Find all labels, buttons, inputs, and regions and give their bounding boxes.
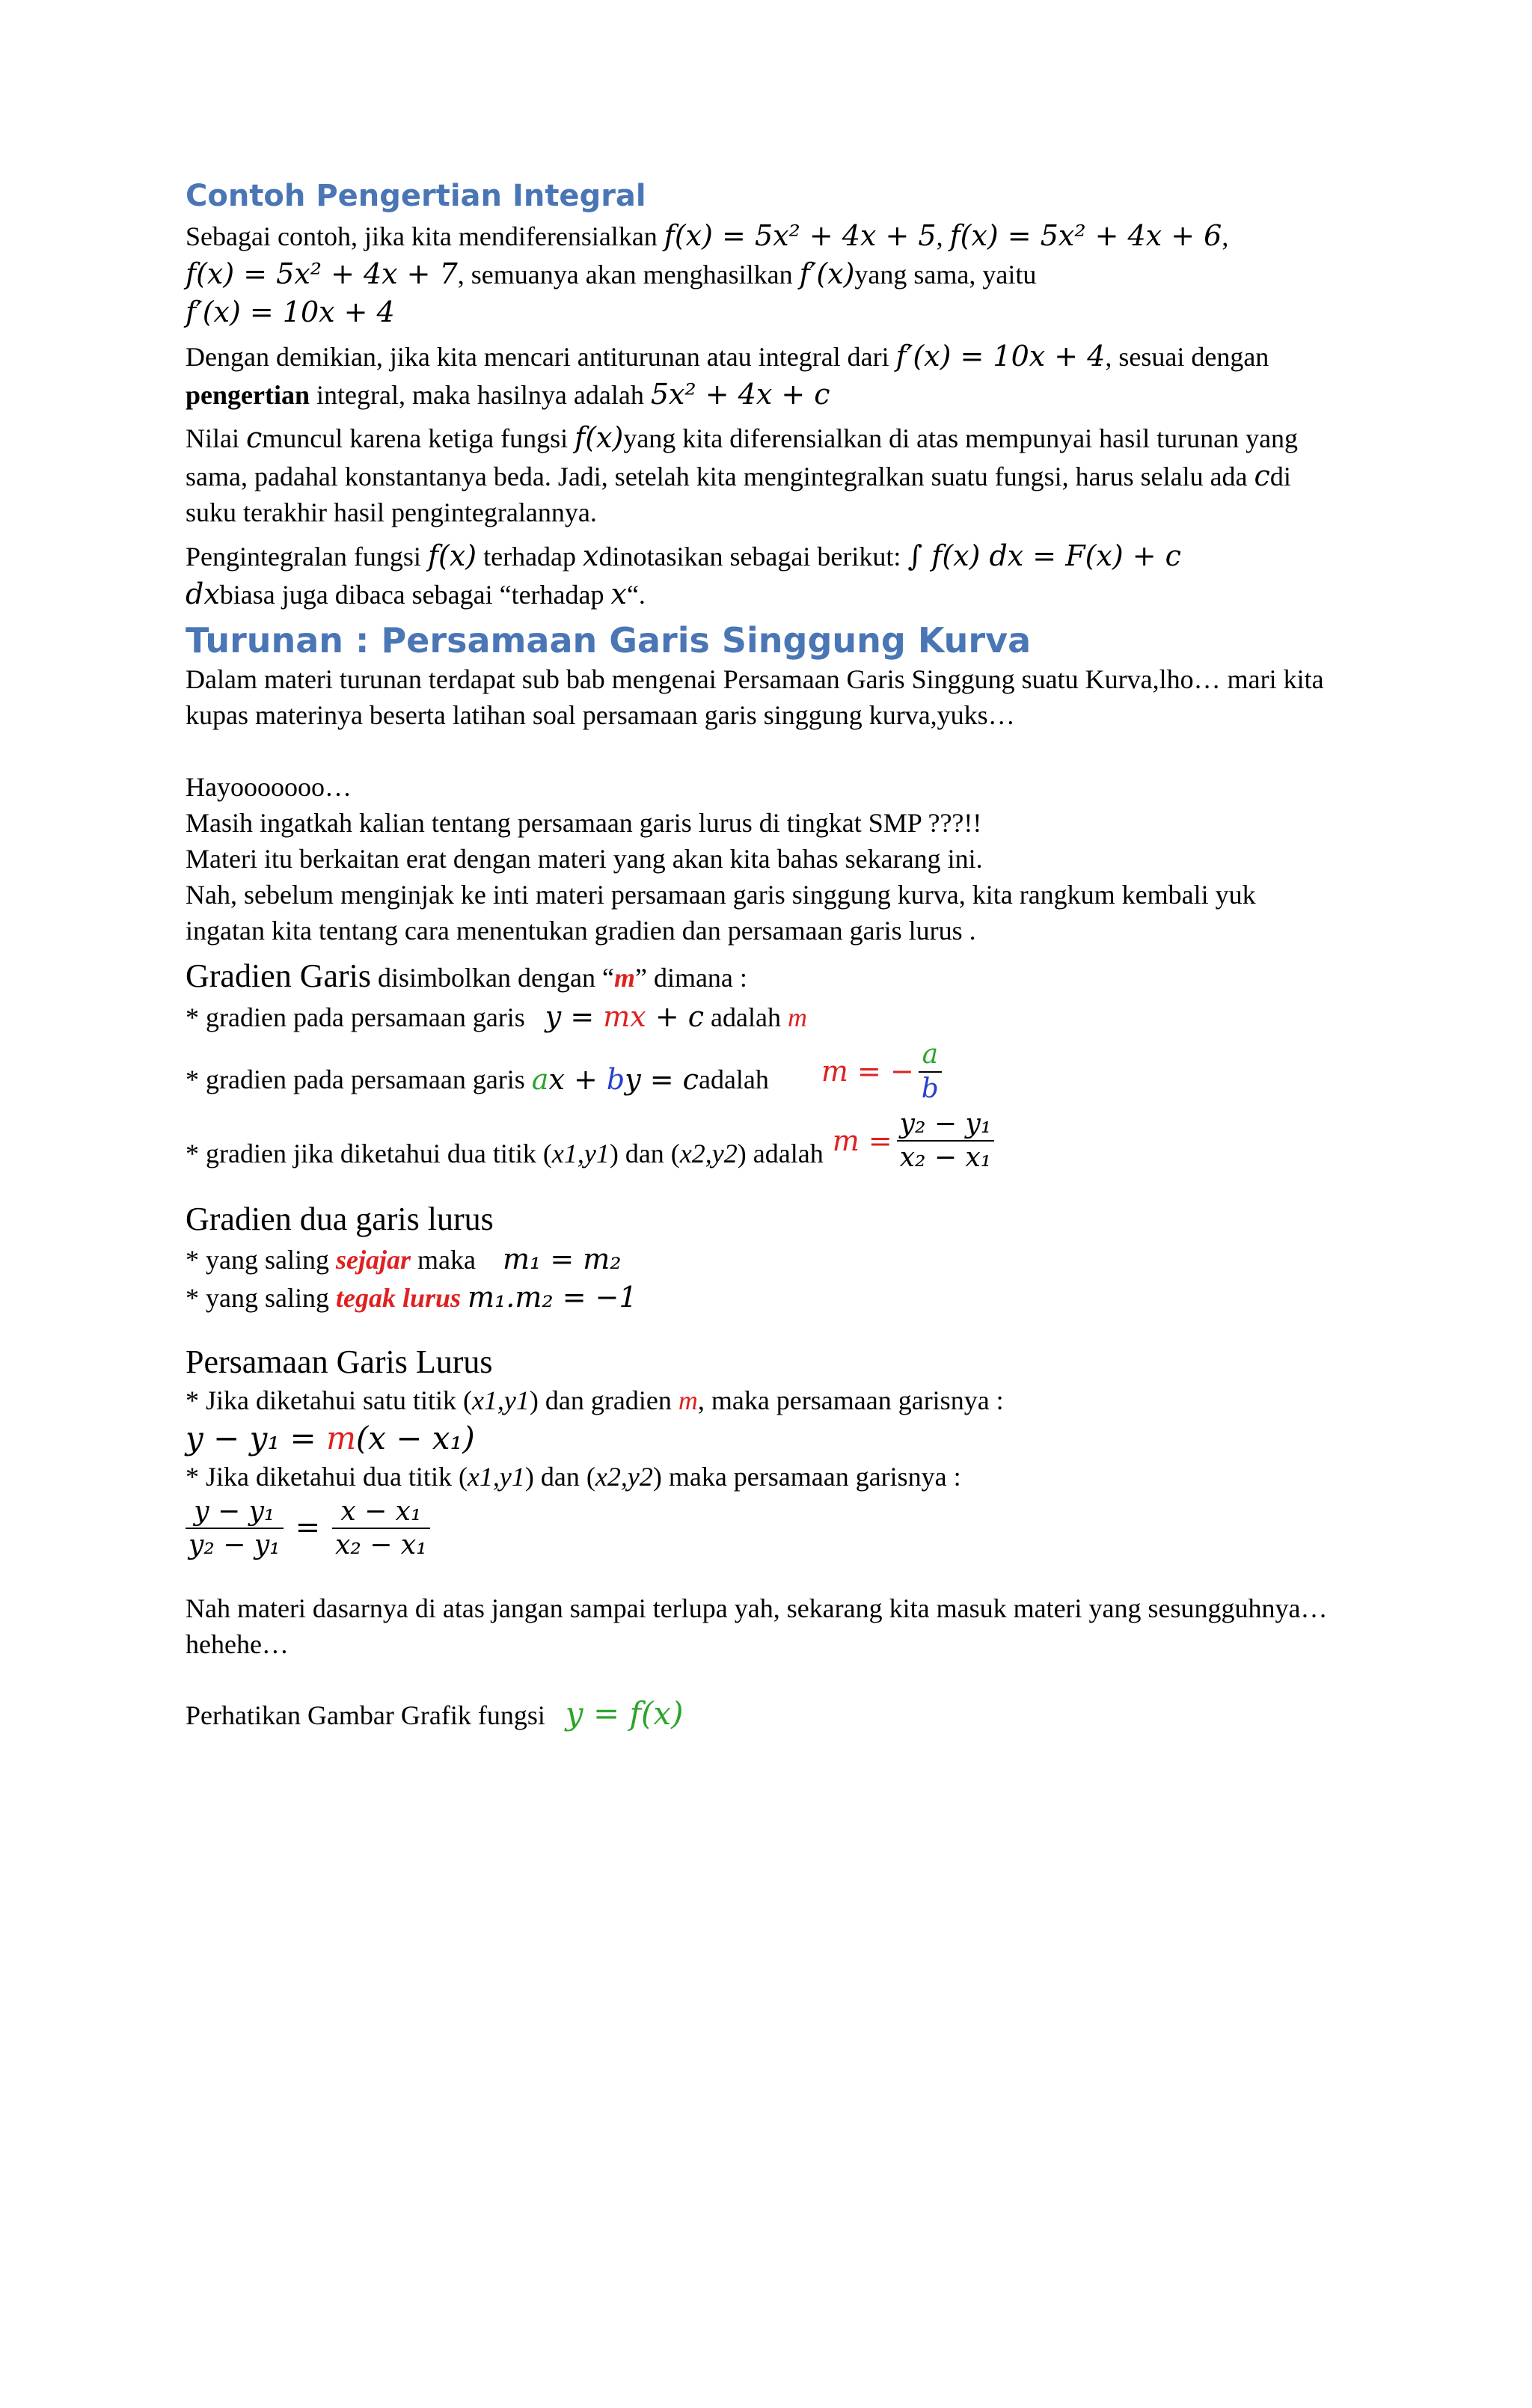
fraction-a-over-b: $\frac{a}{b}$	[919, 1038, 942, 1104]
equation-integral-notation: ∫ f(x) dx = F(x) + c	[907, 539, 1181, 572]
fraction-gradient-two-points: $\frac{\text{y₂ − y₁}}{\text{x₂ − x₁}}$	[897, 1108, 995, 1174]
line-masih-ingat: Masih ingatkah kalian tentang persamaan garis lurus di tingkat SMP ???!!	[186, 807, 982, 838]
equation-fprime-result: f′(x) = 10x + 4	[186, 295, 395, 328]
bold-pengertian: pengertian	[186, 379, 310, 410]
bullet-dua-titik: * Jika diketahui dua titik (x1,y1) dan (x2,y2) maka persamaan garisnya :	[186, 1461, 961, 1492]
bullet-gradien-1: * gradien pada persamaan garis y = mx + c adalah m	[186, 999, 807, 1033]
gradien-garis-title: Gradien Garis disimbolkan dengan “m” dimana :	[186, 958, 747, 995]
equation-point-slope: y − y₁ = m(x − x₁)	[186, 1420, 475, 1457]
equation-y-fx: y = f(x)	[565, 1694, 684, 1732]
fraction-x: $\frac{\text{x − x₁}}{\text{x₂ − x₁}}$	[332, 1495, 430, 1561]
equation-m1m2-minus-one: m₁.m₂ = −1	[468, 1281, 637, 1314]
symbol-c-2: c	[1254, 459, 1270, 493]
bullet-tegak-lurus: * yang saling tegak lurus m₁.m₂ = −1	[186, 1281, 637, 1314]
symbol-dx: dx	[186, 577, 220, 610]
symbol-x-2: x	[610, 577, 627, 610]
equation-f3: f(x) = 5x² + 4x + 7	[186, 257, 458, 290]
equation-m-equals: m =	[832, 1124, 892, 1157]
bullet-gradien-3: * gradien jika diketahui dua titik (x1,y1) dan (x2,y2) adalah m = $\frac{\text{y₂ − y₁}}{\text{x₂ − x₁}}$	[186, 1108, 1338, 1174]
persamaan-garis-lurus-title: Persamaan Garis Lurus	[186, 1344, 493, 1381]
line-materi-berkaitan: Materi itu berkaitan erat dengan materi yang akan kita bahas sekarang ini.	[186, 843, 983, 874]
equation-fprime: f′(x)	[799, 257, 855, 290]
symbol-m-2: m	[787, 1002, 807, 1032]
equation-f2: f(x) = 5x² + 4x + 6	[949, 219, 1222, 252]
symbol-fx: f(x)	[574, 421, 624, 455]
equation-fprime-2: f′(x) = 10x + 4	[895, 339, 1106, 373]
paragraph-intro-turunan: Dalam materi turunan terdapat sub bab mengenai Persamaan Garis Singgung suatu Kurva,lho… mari kita kupas materinya beserta latihan soal persamaan garis singgung kurva,yuks…	[186, 664, 1324, 731]
bullet-gradien-2: * gradien pada persamaan garis ax + by = c adalah m = − $\frac{a}{b}$	[186, 1038, 1338, 1104]
gradien-dua-garis-title: Gradien dua garis lurus	[186, 1201, 494, 1238]
heading-contoh-pengertian-integral: Contoh Pengertian Integral	[186, 179, 646, 213]
line-nah-sebelum: Nah, sebelum menginjak ke inti materi persamaan garis singgung kurva, kita rangkum kembali yuk ingatan kita tentang cara menentukan gradien dan persamaan garis lurus .	[186, 879, 1256, 946]
paragraph-notasi-integral: Pengintegralan fungsi f(x) terhadap xdinotasikan sebagai berikut: ∫ f(x) dx = F(x) + c dxbiasa juga dibaca sebagai “terhadap x“.	[186, 539, 1181, 610]
symbol-m: m	[613, 963, 635, 993]
paragraph-antiturunan: Dengan demikian, jika kita mencari antiturunan atau integral dari f′(x) = 10x + 4, sesuai dengan pengertian integral, maka hasilnya adalah 5x² + 4x + c	[186, 339, 1269, 411]
equation-ax-by-c: ax + by = c	[531, 1063, 699, 1097]
equation-integral-result: 5x² + 4x + c	[650, 377, 830, 411]
heading-turunan-garis-singgung: Turunan : Persamaan Garis Singgung Kurva	[186, 619, 1032, 661]
equation-f1: f(x) = 5x² + 4x + 5	[664, 219, 937, 252]
line-hayo: Hayooooooo…	[186, 772, 352, 802]
paragraph-nilai-c: Nilai cmuncul karena ketiga fungsi f(x)yang kita diferensialkan di atas mempunyai hasil turunan yang sama, padahal konstantanya beda. Jadi, setelah kita mengintegralkan suatu fungsi, harus selalu ada cdi suku terakhir hasil pengintegralannya.	[186, 421, 1299, 528]
bullet-satu-titik: * Jika diketahui satu titik (x1,y1) dan gradien m, maka persamaan garisnya :	[186, 1385, 1004, 1416]
paragraph-perhatikan: Perhatikan Gambar Grafik fungsi y = f(x)	[186, 1694, 684, 1732]
symbol-x: x	[583, 539, 599, 572]
paragraph-contoh: Sebagai contoh, jika kita mendiferensialkan f(x) = 5x² + 4x + 5, f(x) = 5x² + 4x + 6, f(x) = 5x² + 4x + 7, semuanya akan menghasilkan f′(x)yang sama, yaitu f′(x) = 10x + 4	[186, 219, 1229, 328]
symbol-fx-2: f(x)	[427, 539, 477, 572]
equation-m-minus: m = −	[821, 1055, 914, 1088]
equation-m1-equals-m2: m₁ = m₂	[502, 1243, 622, 1276]
symbol-c: c	[245, 421, 263, 455]
document-page	[186, 177, 1338, 1735]
equation-y-mx-c: y = mx + c	[545, 999, 705, 1033]
equation-two-point: $\frac{\text{y − y₁}}{\text{y₂ − y₁}}$ = $\frac{\text{x − x₁}}{\text{x₂ − x₁}}$	[186, 1495, 1338, 1561]
bullet-sejajar: * yang saling sejajar maka m₁ = m₂	[186, 1243, 622, 1276]
fraction-y: $\frac{\text{y − y₁}}{\text{y₂ − y₁}}$	[186, 1495, 284, 1561]
paragraph-closing: Nah materi dasarnya di atas jangan sampai terlupa yah, sekarang kita masuk materi yang sesungguhnya…hehehe…	[186, 1593, 1328, 1659]
